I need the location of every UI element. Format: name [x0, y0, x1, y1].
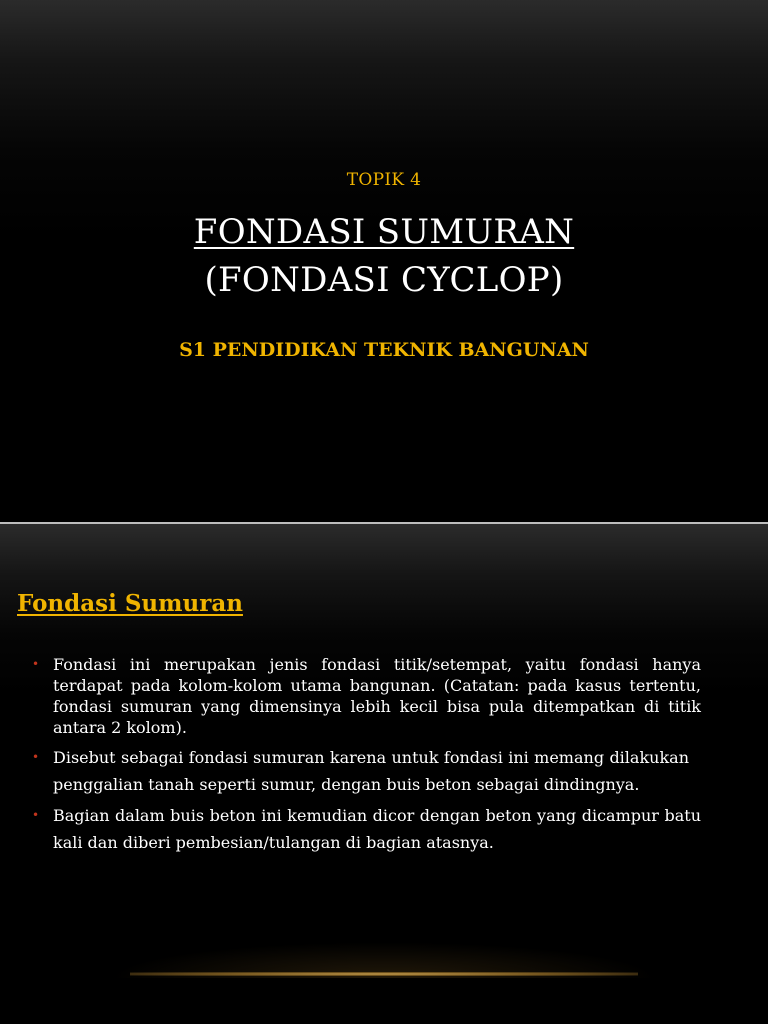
- slide-title: [0, 208, 768, 304]
- bullet-list: [32, 654, 701, 856]
- title-line-1: FONDASI SUMURAN: [193, 212, 575, 252]
- list-item: [32, 654, 701, 738]
- bullet-dot-icon: •: [32, 808, 40, 822]
- list-item: [32, 802, 701, 856]
- title-line-2: (FONDASI CYCLOP): [204, 260, 564, 300]
- bullet-text: Bagian dalam buis beton ini kemudian dicor dengan beton yang dicampur batu kali dan diberi pembesian/tulangan di bagian atasnya.: [53, 806, 701, 852]
- slide-subtitle: S1 PENDIDIKAN TEKNIK BANGUNAN: [179, 339, 589, 361]
- topic-label: TOPIK 4: [346, 170, 422, 190]
- content-slide: [0, 524, 768, 1024]
- bullet-dot-icon: •: [32, 750, 40, 764]
- section-heading: Fondasi Sumuran: [17, 590, 243, 617]
- decorative-gold-line: [130, 972, 638, 976]
- bullet-text: Disebut sebagai fondasi sumuran karena untuk fondasi ini memang dilakukan penggalian tanah seperti sumur, dengan buis beton sebagai dindingnya.: [53, 748, 689, 794]
- bullet-text: Fondasi ini merupakan jenis fondasi titik/setempat, yaitu fondasi hanya terdapat pada kolom-kolom utama bangunan. (Catatan: pada kasus tertentu, fondasi sumuran yang dimensinya lebih kecil bisa pula ditempatkan di titik antara 2 kolom).: [53, 655, 701, 737]
- bullet-dot-icon: •: [32, 657, 40, 671]
- list-item: [32, 744, 689, 798]
